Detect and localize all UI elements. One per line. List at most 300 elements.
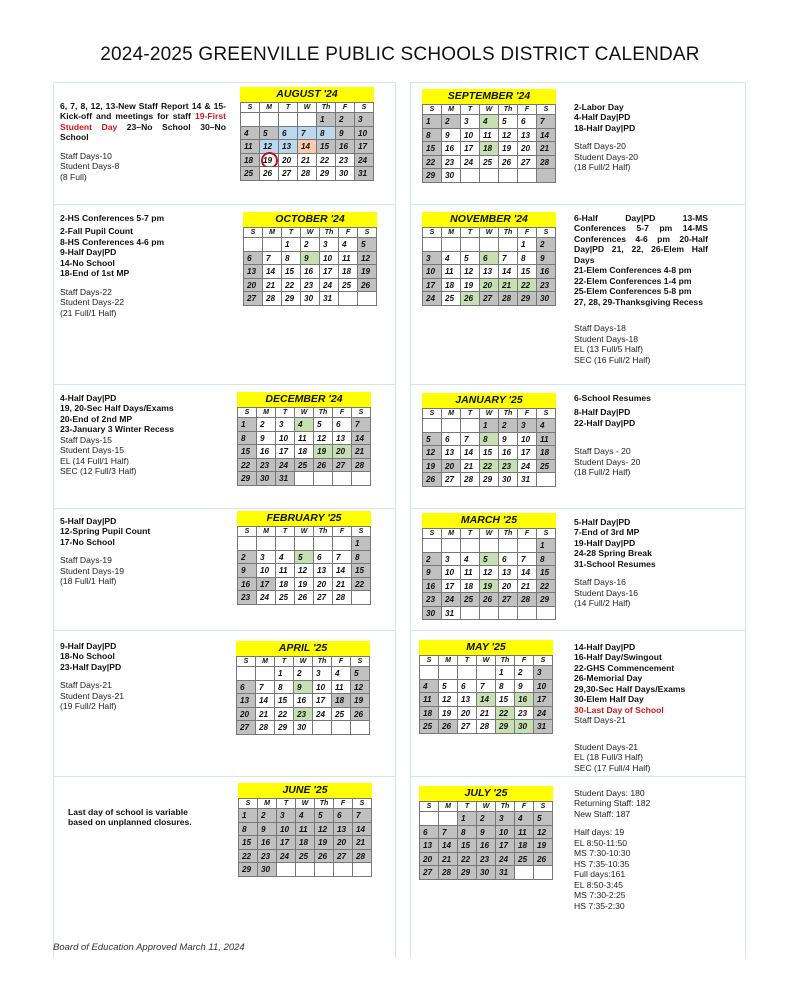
- day-cell: 17: [461, 142, 480, 156]
- day-cell: 15: [275, 694, 294, 708]
- day-cell: 16: [537, 265, 556, 279]
- day-cell: 7: [461, 433, 480, 447]
- weekday-header: Th: [499, 228, 518, 238]
- day-cell: 22: [458, 853, 477, 867]
- day-cell: 27: [237, 721, 256, 735]
- empty-cell: [442, 419, 461, 433]
- day-cell: 17: [320, 265, 339, 279]
- empty-cell: [439, 812, 458, 826]
- day-cell: 24: [277, 850, 296, 864]
- day-cell: 10: [257, 564, 276, 578]
- event-line: 2-Fall Pupil Count: [60, 226, 134, 237]
- el-breakdown: EL (14 Full/1 Half): [60, 455, 129, 466]
- event-line: 6-School Resumes: [574, 393, 651, 403]
- calendar-november: [422, 212, 556, 306]
- day-cell: 2: [258, 809, 277, 823]
- weekday-header: Th: [313, 657, 332, 667]
- day-cell: 17: [534, 693, 553, 707]
- day-cell: 27: [244, 292, 263, 306]
- student-days: Student Days-20: [574, 151, 639, 162]
- day-cell: 7: [353, 809, 372, 823]
- weekday-header: T: [461, 228, 480, 238]
- day-cell: 20: [458, 707, 477, 721]
- day-cell: 8: [238, 432, 257, 446]
- day-cell: 16: [499, 446, 518, 460]
- day-cell: 21: [333, 578, 352, 592]
- day-cell: 24: [534, 707, 553, 721]
- day-cell: 7: [263, 252, 282, 266]
- day-cell: 15: [496, 693, 515, 707]
- panel-border: [410, 82, 745, 83]
- day-cell: 17: [423, 279, 442, 293]
- day-cell: 5: [314, 418, 333, 432]
- day-cell: 26: [534, 853, 553, 867]
- calendar-august: [240, 87, 374, 181]
- day-cell: 4: [295, 418, 314, 432]
- day-cell: 6: [279, 127, 298, 141]
- day-cell: 29: [275, 721, 294, 735]
- day-cell: 10: [534, 680, 553, 694]
- day-cell: 29: [537, 593, 556, 607]
- day-cell: 7: [499, 252, 518, 266]
- day-cell: 24: [442, 593, 461, 607]
- day-cell: 27: [334, 850, 353, 864]
- day-cell: 9: [515, 680, 534, 694]
- day-cell: 26: [461, 292, 480, 306]
- day-cell: 9: [499, 433, 518, 447]
- empty-cell: [352, 591, 371, 605]
- empty-cell: [314, 472, 333, 486]
- day-cell: 6: [480, 252, 499, 266]
- summary-line: Student Days: 180: [574, 788, 645, 798]
- empty-cell: [420, 812, 439, 826]
- event-line: 9-Half Day|PD: [60, 247, 117, 258]
- day-cell: 30: [301, 292, 320, 306]
- day-breakdown: (19 Full/2 Half): [60, 701, 117, 712]
- day-cell: 13: [244, 265, 263, 279]
- empty-cell: [334, 863, 353, 877]
- summary-line: New Staff: 187: [574, 808, 631, 819]
- day-cell: 7: [439, 826, 458, 840]
- day-cell: 24: [518, 460, 537, 474]
- day-cell: 20: [442, 460, 461, 474]
- day-cell: 10: [320, 252, 339, 266]
- day-cell: 30: [477, 866, 496, 880]
- event-line: 7-End of 3rd MP: [574, 527, 640, 538]
- day-cell: 1: [275, 667, 294, 681]
- el-breakdown: EL (18 Full/3 Half): [574, 752, 643, 763]
- day-cell: 28: [298, 167, 317, 181]
- staff-days: Staff Days - 20: [574, 446, 631, 457]
- day-cell: 30: [258, 863, 277, 877]
- weekday-header: S: [352, 527, 371, 537]
- day-cell: 23: [301, 279, 320, 293]
- event-line: 18-No School: [60, 651, 115, 662]
- event-line: 5-Half Day|PD: [60, 516, 117, 526]
- day-cell: 13: [420, 839, 439, 853]
- day-cell: 15: [458, 839, 477, 853]
- day-cell: 6: [237, 681, 256, 695]
- empty-cell: [480, 539, 499, 553]
- day-cell: 20: [480, 279, 499, 293]
- event-line: 5-Half Day|PD: [574, 517, 631, 527]
- day-cell: 11: [332, 681, 351, 695]
- day-cell: 21: [256, 708, 275, 722]
- day-cell: 24: [276, 459, 295, 473]
- event-line: 22-GHS Commencement: [574, 662, 675, 673]
- day-cell: 28: [518, 593, 537, 607]
- day-cell: 6: [244, 252, 263, 266]
- day-cell: 27: [314, 591, 333, 605]
- staff-days: Staff Days-16: [574, 577, 626, 588]
- weekday-header: M: [439, 802, 458, 812]
- day-cell: 9: [336, 127, 355, 141]
- event-line: 2-Labor Day: [574, 102, 624, 112]
- empty-cell: [480, 607, 499, 621]
- day-cell: 1: [458, 812, 477, 826]
- day-cell: 30: [257, 472, 276, 486]
- empty-cell: [351, 721, 370, 735]
- day-cell: 4: [420, 680, 439, 694]
- weekday-header: T: [458, 802, 477, 812]
- day-cell: 28: [499, 292, 518, 306]
- month-banner: OCTOBER '24: [243, 212, 377, 227]
- day-cell: 11: [276, 564, 295, 578]
- day-cell: 27: [420, 866, 439, 880]
- day-cell: 29: [518, 292, 537, 306]
- day-cell: 13: [518, 129, 537, 143]
- day-cell: 19: [439, 707, 458, 721]
- weekday-header: W: [480, 105, 499, 115]
- day-cell: 10: [518, 433, 537, 447]
- event-line: 4-Half Day|PD: [574, 112, 631, 123]
- sec-breakdown: SEC (17 Full/4 Half): [574, 762, 651, 773]
- weekday-header: W: [295, 408, 314, 418]
- august-note-text: 23–No School 30–No School: [60, 121, 226, 143]
- day-cell: 1: [239, 809, 258, 823]
- weekday-header: W: [480, 228, 499, 238]
- weekday-header: F: [336, 103, 355, 113]
- panel-border: [410, 776, 745, 777]
- empty-cell: [518, 169, 537, 183]
- month-banner: JULY '25: [419, 786, 553, 801]
- day-cell: 16: [301, 265, 320, 279]
- empty-cell: [238, 537, 257, 551]
- weekday-header: T: [276, 408, 295, 418]
- day-cell: 16: [238, 578, 257, 592]
- day-cell: 7: [518, 553, 537, 567]
- day-cell: 22: [423, 156, 442, 170]
- student-days: Student Days-21: [60, 690, 125, 701]
- notes-september: [574, 102, 749, 173]
- day-cell: 31: [320, 292, 339, 306]
- day-cell: 23: [442, 156, 461, 170]
- day-cell: 27: [518, 156, 537, 170]
- empty-cell: [295, 472, 314, 486]
- day-cell: 2: [499, 419, 518, 433]
- day-cell: 4: [241, 127, 260, 141]
- notes-august: [60, 101, 226, 182]
- day-cell: 11: [296, 823, 315, 837]
- day-cell: 11: [442, 265, 461, 279]
- day-cell: 31: [276, 472, 295, 486]
- empty-cell: [537, 169, 556, 183]
- day-cell: 23: [537, 279, 556, 293]
- day-cell: 30: [537, 292, 556, 306]
- day-cell: 26: [423, 473, 442, 487]
- empty-cell: [515, 866, 534, 880]
- month-banner: AUGUST '24: [240, 87, 374, 102]
- day-cell: 18: [276, 578, 295, 592]
- day-cell: 5: [351, 667, 370, 681]
- day-cell: 28: [263, 292, 282, 306]
- day-cell: 4: [537, 419, 556, 433]
- day-cell: 24: [257, 591, 276, 605]
- day-cell: 30: [499, 473, 518, 487]
- weekday-header: F: [518, 228, 537, 238]
- day-cell: 25: [461, 593, 480, 607]
- day-cell: 3: [423, 252, 442, 266]
- staff-days: Staff Days-20: [574, 141, 626, 152]
- empty-cell: [315, 863, 334, 877]
- day-cell: 20: [314, 578, 333, 592]
- day-cell: 1: [317, 113, 336, 127]
- staff-days: Staff Days-18: [574, 323, 626, 334]
- day-cell: 3: [277, 809, 296, 823]
- day-cell: 21: [537, 142, 556, 156]
- day-cell: 29: [317, 167, 336, 181]
- day-cell: 28: [333, 591, 352, 605]
- weekday-header: F: [518, 529, 537, 539]
- day-cell: 20: [333, 445, 352, 459]
- month-banner: MAY '25: [419, 640, 553, 655]
- weekday-header: M: [257, 527, 276, 537]
- day-cell: 9: [477, 826, 496, 840]
- day-cell: 15: [480, 446, 499, 460]
- day-cell: 3: [320, 238, 339, 252]
- day-cell: 8: [537, 553, 556, 567]
- day-cell: 21: [477, 707, 496, 721]
- month-grid: [422, 408, 556, 487]
- day-cell: 12: [534, 826, 553, 840]
- day-cell: 1: [496, 666, 515, 680]
- month-grid: [243, 227, 377, 306]
- weekday-header: Th: [496, 802, 515, 812]
- staff-days: Staff Days-19: [60, 555, 112, 566]
- day-cell: 24: [423, 292, 442, 306]
- day-cell: 23: [336, 154, 355, 168]
- weekday-header: M: [263, 228, 282, 238]
- month-banner: DECEMBER '24: [237, 392, 371, 407]
- day-cell: 13: [333, 432, 352, 446]
- day-cell: 19: [534, 839, 553, 853]
- panel-border: [410, 384, 745, 385]
- day-cell: 10: [276, 432, 295, 446]
- day-cell: 27: [480, 292, 499, 306]
- event-line: 22-Half Day|PD: [574, 417, 636, 428]
- day-cell: 23: [258, 850, 277, 864]
- panel-border: [53, 82, 395, 83]
- day-cell: 18: [332, 694, 351, 708]
- day-cell: 4: [339, 238, 358, 252]
- event-line: 4-Half Day|PD: [60, 393, 117, 403]
- empty-cell: [480, 169, 499, 183]
- empty-cell: [314, 537, 333, 551]
- day-cell: 13: [279, 140, 298, 154]
- weekday-header: S: [420, 656, 439, 666]
- day-cell: 3: [313, 667, 332, 681]
- panel-border: [410, 508, 745, 509]
- student-days: Student Days-21: [574, 741, 639, 752]
- day-cell: 28: [256, 721, 275, 735]
- notes-october: [60, 213, 235, 318]
- day-cell: 2: [336, 113, 355, 127]
- day-cell: 20: [518, 142, 537, 156]
- day-cell: 19: [351, 694, 370, 708]
- weekday-header: T: [282, 228, 301, 238]
- first-student-day: 19-First Student Day: [60, 111, 226, 132]
- empty-cell: [332, 721, 351, 735]
- day-cell: 29: [458, 866, 477, 880]
- summary-line: EL 8:50-3:45: [574, 879, 623, 890]
- day-cell: 11: [420, 693, 439, 707]
- day-cell: 29: [423, 169, 442, 183]
- student-days: Student Days-18: [574, 333, 639, 344]
- day-cell: 26: [439, 720, 458, 734]
- day-cell: 8: [275, 681, 294, 695]
- event-line: 18-Half Day|PD: [574, 122, 636, 133]
- day-cell: 19: [260, 154, 279, 168]
- notes-july-summary: [574, 788, 749, 911]
- panel-border: [410, 630, 745, 631]
- day-cell: 19: [461, 279, 480, 293]
- day-cell: 4: [461, 553, 480, 567]
- day-breakdown: (18 Full/2 Half): [574, 162, 631, 173]
- day-cell: 24: [496, 853, 515, 867]
- event-line: 19-Half Day|PD: [574, 537, 636, 548]
- day-cell: 27: [499, 593, 518, 607]
- day-cell: 21: [352, 445, 371, 459]
- day-cell: 20: [279, 154, 298, 168]
- day-cell: 10: [442, 566, 461, 580]
- weekday-header: W: [296, 799, 315, 809]
- month-grid: [240, 102, 374, 181]
- day-breakdown: (8 Full): [60, 171, 87, 182]
- empty-cell: [461, 169, 480, 183]
- weekday-header: T: [277, 799, 296, 809]
- day-cell: 19: [315, 836, 334, 850]
- calendar-june: [238, 783, 372, 877]
- month-grid: [419, 801, 553, 880]
- staff-days: Staff Days-10: [60, 150, 112, 161]
- weekday-header: S: [351, 657, 370, 667]
- day-cell: 2: [537, 238, 556, 252]
- month-banner: NOVEMBER '24: [422, 212, 556, 227]
- day-cell: 2: [257, 418, 276, 432]
- day-cell: 18: [241, 154, 260, 168]
- day-cell: 8: [518, 252, 537, 266]
- day-cell: 13: [458, 693, 477, 707]
- day-cell: 3: [496, 812, 515, 826]
- day-cell: 25: [420, 720, 439, 734]
- day-cell: 9: [423, 566, 442, 580]
- empty-cell: [423, 238, 442, 252]
- day-cell: 21: [353, 836, 372, 850]
- day-cell: 31: [442, 607, 461, 621]
- day-cell: 2: [477, 812, 496, 826]
- day-cell: 22: [238, 459, 257, 473]
- empty-cell: [420, 666, 439, 680]
- day-cell: 18: [537, 446, 556, 460]
- sec-breakdown: SEC (12 Full/3 Half): [60, 466, 137, 477]
- day-cell: 13: [480, 265, 499, 279]
- calendar-march: [422, 513, 556, 620]
- day-cell: 26: [351, 708, 370, 722]
- empty-cell: [442, 539, 461, 553]
- event-line: 25-Elem Conferences 5-8 pm: [574, 286, 692, 297]
- empty-cell: [353, 863, 372, 877]
- empty-cell: [279, 113, 298, 127]
- day-cell: 14: [537, 129, 556, 143]
- weekday-header: S: [237, 657, 256, 667]
- day-cell: 16: [294, 694, 313, 708]
- day-cell: 19: [423, 460, 442, 474]
- weekday-header: S: [537, 409, 556, 419]
- weekday-header: F: [332, 657, 351, 667]
- empty-cell: [257, 537, 276, 551]
- day-breakdown: (21 Full/1 Half): [60, 307, 117, 318]
- day-cell: 8: [423, 129, 442, 143]
- empty-cell: [461, 607, 480, 621]
- day-cell: 8: [480, 433, 499, 447]
- day-cell: 19: [314, 445, 333, 459]
- day-cell: 8: [282, 252, 301, 266]
- event-line: 19, 20-Sec Half Days/Exams: [60, 403, 174, 414]
- day-cell: 8: [239, 823, 258, 837]
- day-cell: 21: [518, 580, 537, 594]
- weekday-header: S: [244, 228, 263, 238]
- day-cell: 25: [276, 591, 295, 605]
- day-cell: 18: [420, 707, 439, 721]
- day-cell: 25: [332, 708, 351, 722]
- empty-cell: [333, 537, 352, 551]
- weekday-header: S: [423, 105, 442, 115]
- event-line: 20-End of 2nd MP: [60, 413, 133, 424]
- weekday-header: S: [534, 802, 553, 812]
- event-line: 30-Elem Half Day: [574, 694, 644, 705]
- day-cell: 22: [317, 154, 336, 168]
- weekday-header: F: [518, 409, 537, 419]
- day-cell: 18: [442, 279, 461, 293]
- day-cell: 4: [276, 551, 295, 565]
- empty-cell: [480, 238, 499, 252]
- day-cell: 14: [333, 564, 352, 578]
- event-line: 31-School Resumes: [574, 558, 656, 569]
- calendar-may: [419, 640, 553, 734]
- empty-cell: [499, 238, 518, 252]
- weekday-header: S: [355, 103, 374, 113]
- empty-cell: [298, 113, 317, 127]
- day-cell: 22: [352, 578, 371, 592]
- day-cell: 15: [518, 265, 537, 279]
- day-cell: 28: [537, 156, 556, 170]
- day-cell: 26: [358, 279, 377, 293]
- day-cell: 28: [461, 473, 480, 487]
- weekday-header: F: [515, 656, 534, 666]
- month-banner: APRIL '25: [236, 641, 370, 656]
- day-cell: 7: [333, 551, 352, 565]
- panel-border: [53, 384, 395, 385]
